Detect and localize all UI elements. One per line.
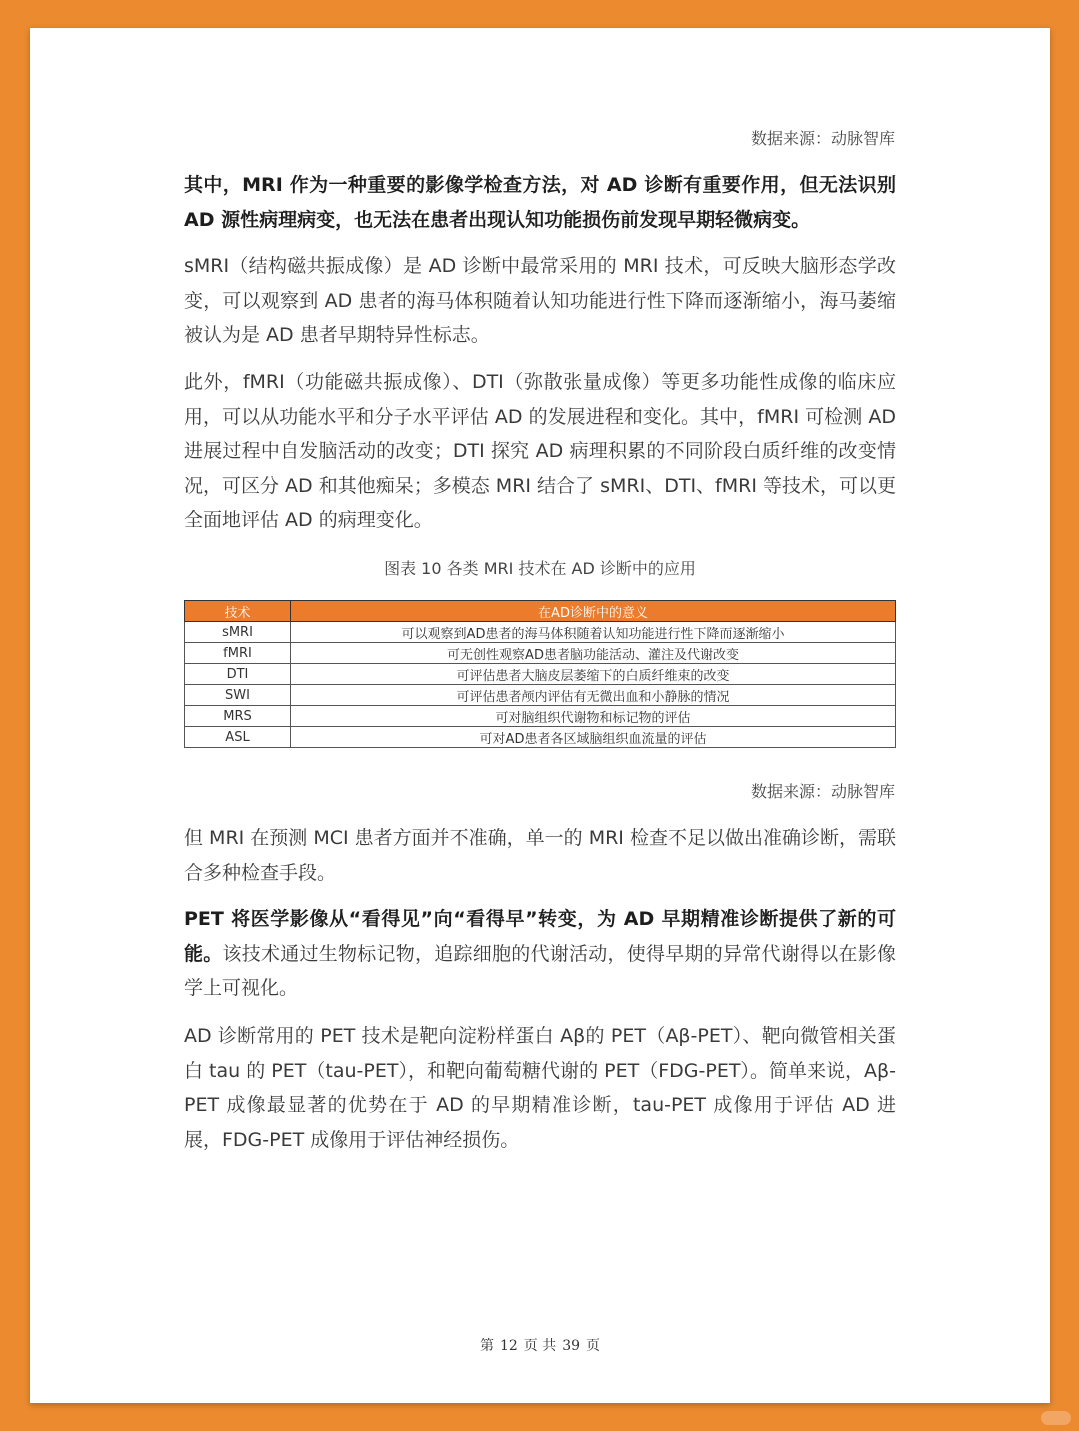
table-header-meaning: 在AD诊断中的意义 bbox=[291, 601, 896, 622]
paragraph-mci: 但 MRI 在预测 MCI 患者方面并不准确，单一的 MRI 检查不足以做出准确诊断，需联合多种检查手段。 bbox=[184, 827, 896, 884]
paragraph-mri-intro bbox=[184, 168, 896, 237]
table-cell-meaning: 可对脑组织代谢物和标记物的评估 bbox=[291, 706, 896, 727]
table-cell-tech: SWI bbox=[185, 685, 291, 706]
data-source-bottom: 数据来源：动脉智库 bbox=[750, 782, 895, 801]
table-row bbox=[185, 664, 896, 685]
table-cell-meaning: 可评估患者颅内评估有无微出血和小静脉的情况 bbox=[291, 685, 896, 706]
data-source-top: 数据来源：动脉智库 bbox=[750, 129, 895, 148]
paragraph-pet-intro-bold: PET 将医学影像从“看得见”向“看得早”转变，为 AD 早期精准诊断提供了新的可能。 bbox=[184, 908, 896, 965]
table-caption: 图表 10 各类 MRI 技术在 AD 诊断中的应用 bbox=[384, 559, 696, 578]
table-row bbox=[185, 706, 896, 727]
page-number-middle: 页 共 bbox=[523, 1338, 557, 1354]
table-cell-tech: fMRI bbox=[185, 643, 291, 664]
document-page bbox=[30, 28, 1050, 1403]
table-header-tech: 技术 bbox=[185, 601, 291, 622]
table-cell-meaning: 可评估患者大脑皮层萎缩下的白质纤维束的改变 bbox=[291, 664, 896, 685]
paragraph-pet-types: AD 诊断常用的 PET 技术是靶向淀粉样蛋白 Aβ的 PET（Aβ-PET）、靶向微管相关蛋白 tau 的 PET（tau-PET），和靶向葡萄糖代谢的 PET（FDG-PET）。简单来说，Aβ-PET 成像最显著的优势在于 AD 的早期精准诊断，tau-PET 成像用于评估 AD 进展，FDG-PET 成像用于评估神经损伤。 bbox=[184, 1025, 896, 1151]
table-cell-meaning: 可以观察到AD患者的海马体积随着认知功能进行性下降而逐渐缩小 bbox=[291, 622, 896, 643]
table-header-row bbox=[185, 601, 896, 622]
table-cell-meaning: 可对AD患者各区域脑组织血流量的评估 bbox=[291, 727, 896, 748]
page-number-current: 12 bbox=[499, 1338, 518, 1354]
paragraph-smri: sMRI（结构磁共振成像）是 AD 诊断中最常采用的 MRI 技术，可反映大脑形态学改变，可以观察到 AD 患者的海马体积随着认知功能进行性下降而逐渐缩小，海马萎缩被认为是 AD 患者早期特异性标志。 bbox=[184, 255, 896, 346]
page-number bbox=[30, 1335, 1050, 1355]
paragraph-pet-intro-rest: 该技术通过生物标记物，追踪细胞的代谢活动，使得早期的异常代谢得以在影像学上可视化。 bbox=[184, 942, 896, 999]
table-cell-tech: DTI bbox=[185, 664, 291, 685]
table-row bbox=[185, 622, 896, 643]
paragraph-fmri-dti: 此外，fMRI（功能磁共振成像）、DTI（弥散张量成像）等更多功能性成像的临床应用，可以从功能水平和分子水平评估 AD 的发展进程和变化。其中，fMRI 可检测 AD 进展过程中自发脑活动的改变；DTI 探究 AD 病理积累的不同阶段白质纤维的改变情况，可区分 AD 和其他痴呆；多模态 MRI 结合了 sMRI、DTI、fMRI 等技术，可以更全面地评估 AD 的病理变化。 bbox=[184, 371, 896, 531]
table-row bbox=[185, 685, 896, 706]
table-cell-meaning: 可无创性观察AD患者脑功能活动、灌注及代谢改变 bbox=[291, 643, 896, 664]
paragraph-pet-intro bbox=[184, 902, 896, 1006]
paragraph-mri-intro-bold: 其中，MRI 作为一种重要的影像学检查方法，对 AD 诊断有重要作用，但无法识别 AD 源性病理病变，也无法在患者出现认知功能损伤前发现早期轻微病变。 bbox=[184, 174, 896, 231]
table-cell-tech: sMRI bbox=[185, 622, 291, 643]
table-cell-tech: ASL bbox=[185, 727, 291, 748]
table-row bbox=[185, 727, 896, 748]
table-cell-tech: MRS bbox=[185, 706, 291, 727]
watermark-badge bbox=[1041, 1411, 1071, 1425]
table-row bbox=[185, 643, 896, 664]
page-number-total: 39 bbox=[562, 1338, 581, 1354]
page-number-suffix: 页 bbox=[586, 1338, 601, 1354]
page-number-prefix: 第 bbox=[479, 1338, 494, 1354]
mri-tech-table bbox=[184, 600, 896, 748]
